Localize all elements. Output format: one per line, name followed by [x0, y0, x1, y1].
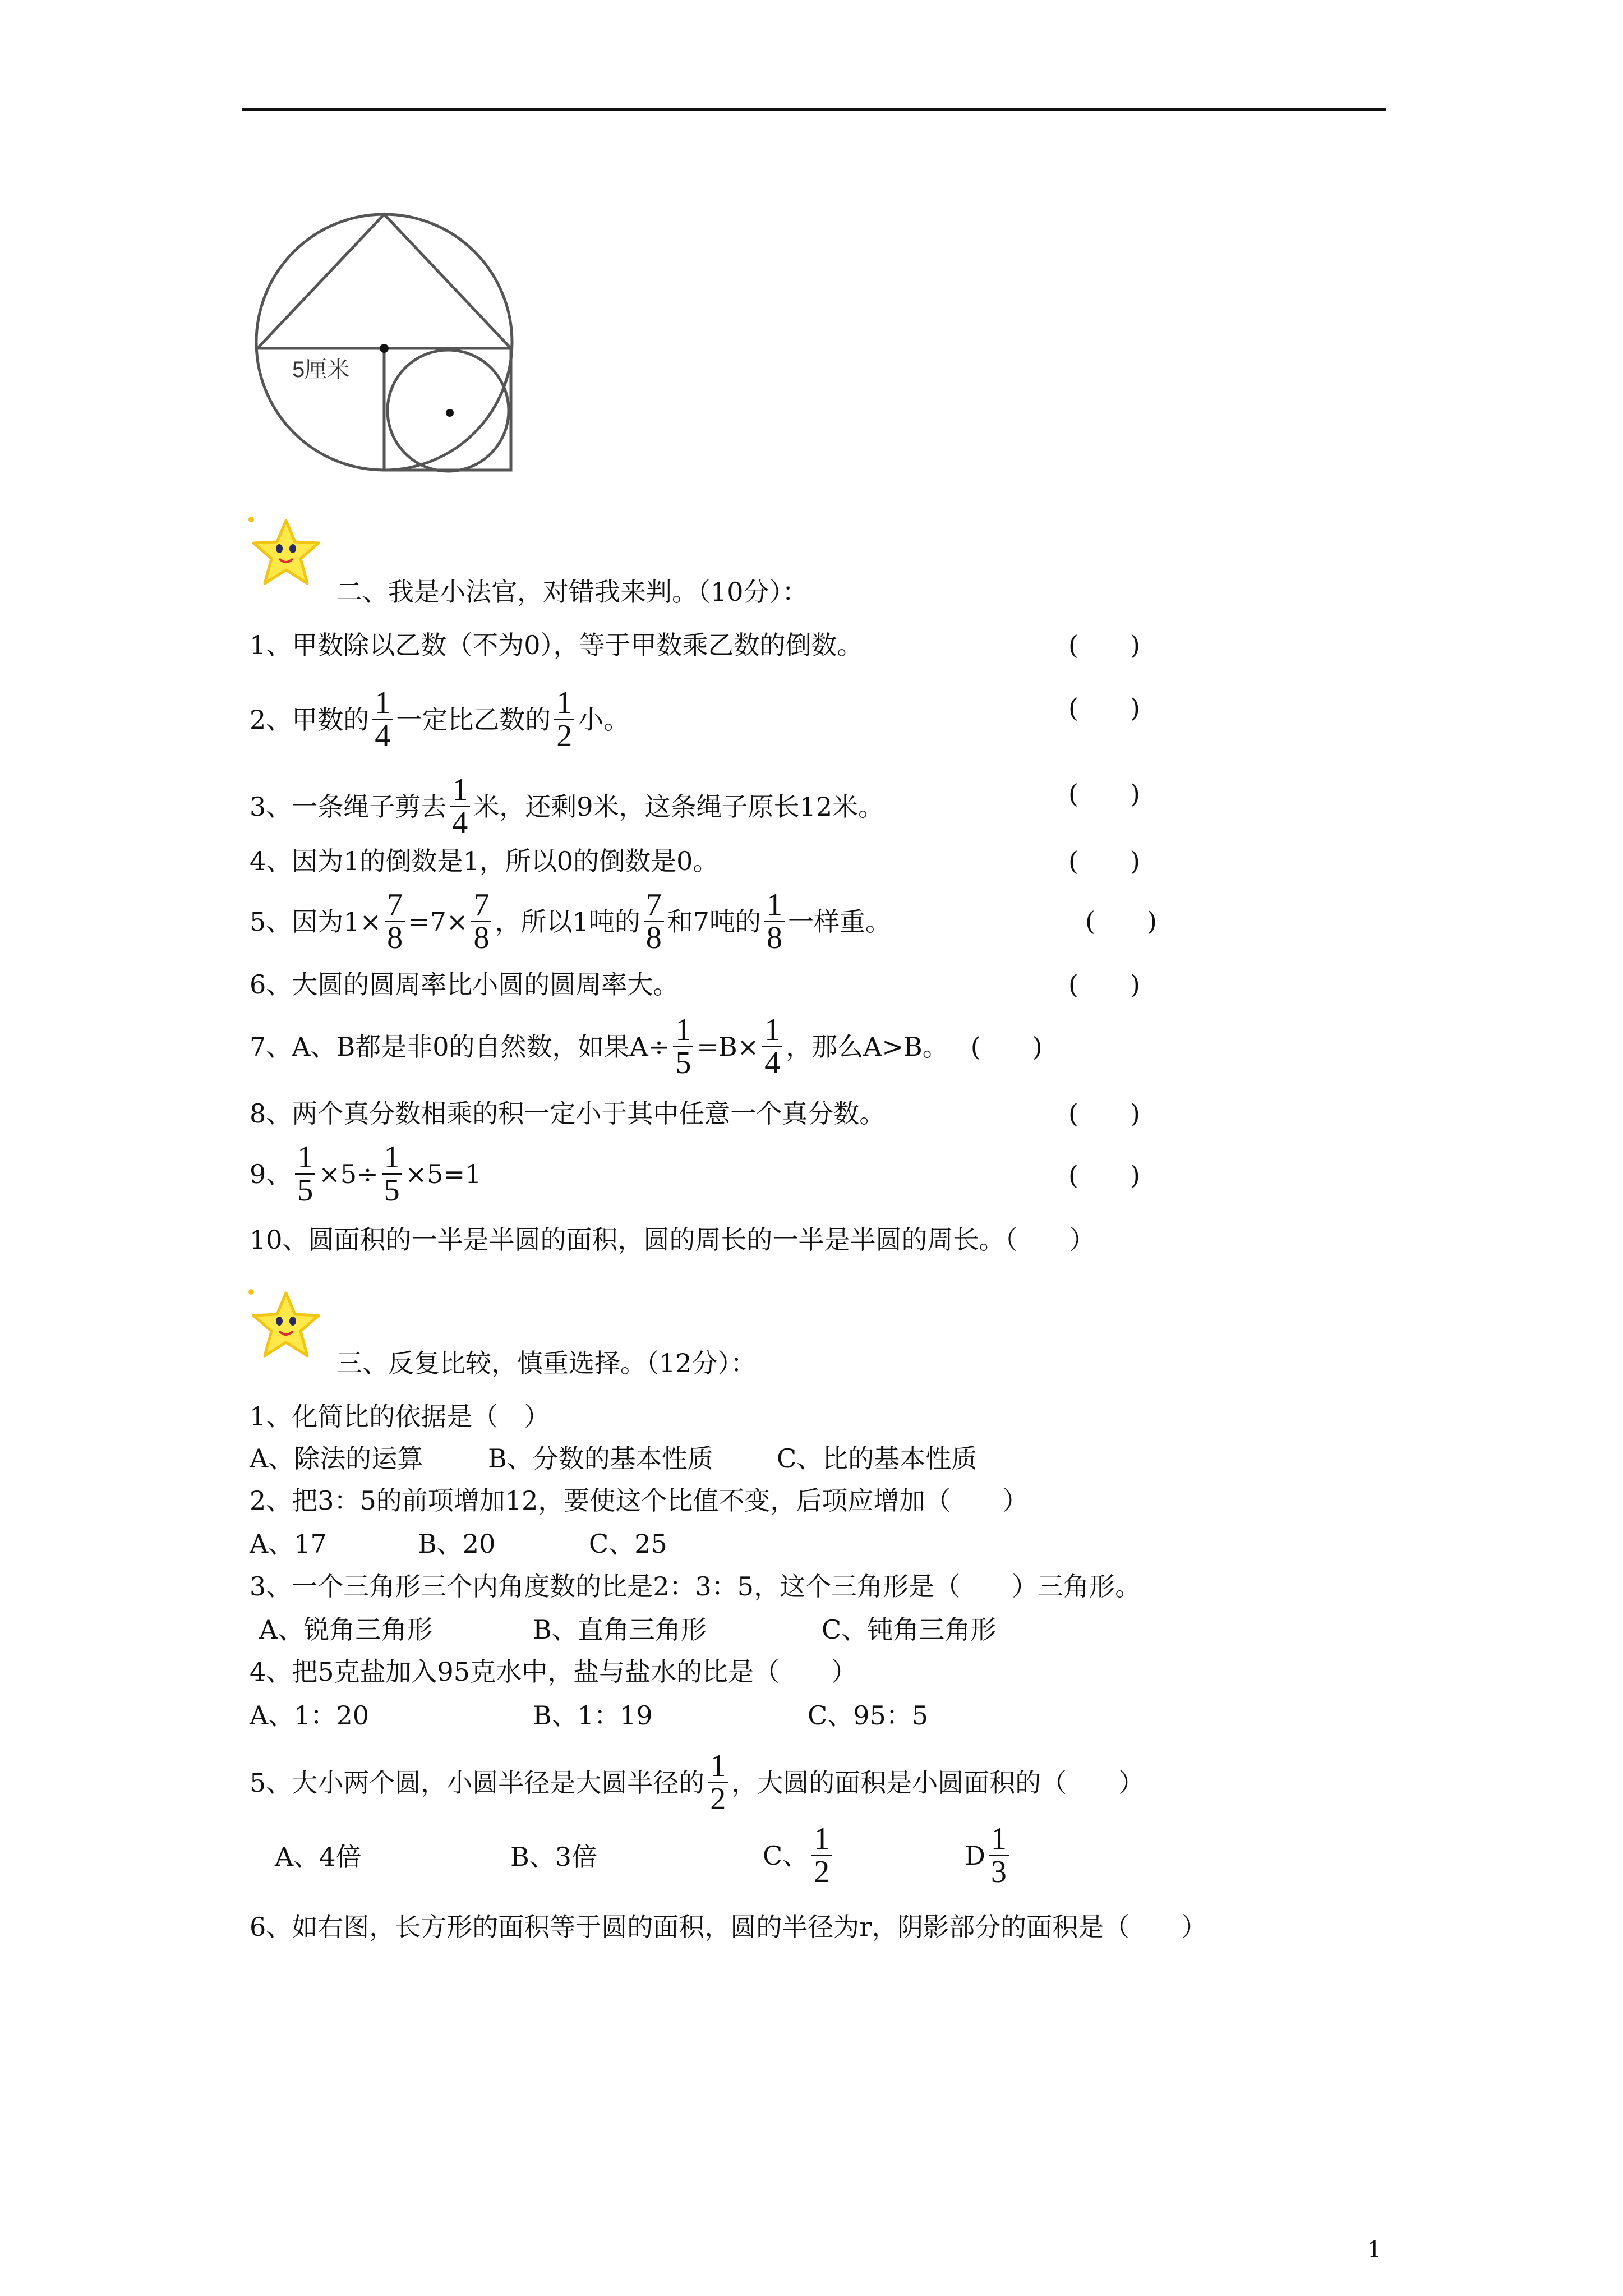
inscribed-triangle: [257, 214, 511, 348]
answer-blank-3[interactable]: ( ): [1068, 779, 1140, 809]
judge-item-8: 8、两个真分数相乘的积一定小于其中任意一个真分数。: [250, 1098, 886, 1129]
q5-option-d[interactable]: D $\frac{1}{3}$: [965, 1823, 1012, 1888]
q4-option-a[interactable]: A、1：20: [250, 1700, 370, 1731]
answer-blank-7[interactable]: ( ): [970, 1031, 1043, 1062]
fraction: $\frac{1}{5}$: [382, 1142, 402, 1206]
fraction: $\frac{7}{8}$: [385, 889, 405, 954]
fraction: $\frac{1}{8}$: [764, 889, 785, 954]
star-icon: [247, 515, 325, 593]
fraction: $\frac{1}{5}$: [673, 1014, 693, 1079]
q1-option-b[interactable]: B、分数的基本性质: [488, 1443, 713, 1474]
judge-item-4: 4、因为1的倒数是1，所以0的倒数是0。: [250, 846, 719, 876]
q4-option-c[interactable]: C、95：5: [808, 1700, 928, 1731]
judge-item-2: 2、甲数的 $\frac{1}{4}$ 一定比乙数的 $\frac{1}{2}$ 小。: [250, 685, 630, 753]
page-number: 1: [1367, 2237, 1382, 2263]
choice-q4-stem: 4、把5克盐加入95克水中，盐与盐水的比是（ ）: [250, 1657, 857, 1687]
q1-option-c[interactable]: C、比的基本性质: [777, 1443, 978, 1474]
judge-item-10: 10、圆面积的一半是半圆的面积，圆的周长的一半是半圆的周长。（ ）: [250, 1225, 1095, 1255]
q1-option-a[interactable]: A、除法的运算: [250, 1443, 423, 1474]
judge-item-3: 3、一条绳子剪去 $\frac{1}{4}$ 米，还剩9米，这条绳子原长12米。: [250, 772, 884, 840]
section2-heading: 二、我是小法官，对错我来判。（10分）：: [336, 577, 808, 607]
fraction: $\frac{1}{2}$: [708, 1750, 728, 1815]
judge-item-9: 9、 $\frac{1}{5}$ ×5÷ $\frac{1}{5}$ ×5=1: [250, 1140, 482, 1208]
q2-option-c[interactable]: C、25: [589, 1529, 667, 1559]
q5-option-b[interactable]: B、3倍: [510, 1842, 598, 1872]
answer-blank-8[interactable]: ( ): [1068, 1098, 1140, 1129]
q3-option-a[interactable]: A、锐角三角形: [259, 1614, 433, 1645]
fraction: $\frac{1}{5}$: [295, 1142, 315, 1206]
fraction: $\frac{1}{2}$: [554, 687, 574, 752]
answer-blank-2[interactable]: ( ): [1068, 693, 1140, 723]
fraction: $\frac{1}{4}$: [762, 1014, 782, 1079]
judge-item-6: 6、大圆的圆周率比小圆的圆周率大。: [250, 969, 679, 1000]
star-icon: [247, 1287, 325, 1366]
choice-q1-stem: 1、化简比的依据是（ ）: [250, 1401, 550, 1432]
fraction: $\frac{1}{3}$: [989, 1823, 1009, 1888]
fraction: $\frac{7}{8}$: [644, 889, 664, 954]
q2-option-b[interactable]: B、20: [418, 1529, 496, 1559]
judge-item-1: 1、甲数除以乙数（不为0），等于甲数乘乙数的倒数。: [250, 630, 863, 660]
answer-blank-4[interactable]: ( ): [1068, 846, 1140, 876]
answer-blank-1[interactable]: ( ): [1068, 630, 1140, 660]
q3-option-c[interactable]: C、钝角三角形: [822, 1614, 997, 1645]
figure-label: 5厘米: [292, 357, 350, 382]
fraction: $\frac{7}{8}$: [471, 889, 491, 954]
fraction: $\frac{1}{2}$: [811, 1823, 832, 1888]
section3-heading: 三、反复比较，慎重选择。（12分）：: [336, 1348, 757, 1378]
choice-q2-stem: 2、把3：5的前项增加12，要使这个比值不变，后项应增加（ ）: [250, 1485, 1029, 1516]
center-dot: [380, 344, 389, 353]
answer-blank-6[interactable]: ( ): [1068, 969, 1140, 1000]
fraction: $\frac{1}{4}$: [450, 774, 470, 839]
q5-option-a[interactable]: A、4倍: [275, 1842, 362, 1872]
choice-q5-stem: 5、大小两个圆，小圆半径是大圆半径的 $\frac{1}{2}$ ，大圆的面积是小圆面积的（ ）: [250, 1749, 1145, 1816]
choice-q3-stem: 3、一个三角形三个内角度数的比是2：3：5，这个三角形是（ ）三角形。: [250, 1571, 1141, 1602]
small-center-dot: [446, 409, 454, 417]
answer-blank-9[interactable]: ( ): [1068, 1160, 1140, 1190]
q4-option-b[interactable]: B、1：19: [533, 1700, 653, 1731]
geometry-figure: [250, 206, 530, 487]
header-rule: [242, 108, 1386, 111]
fraction: $\frac{1}{4}$: [372, 687, 393, 752]
answer-blank-5[interactable]: ( ): [1085, 906, 1157, 936]
choice-q6-stem: 6、如右图，长方形的面积等于圆的面积，圆的半径为r，阴影部分的面积是（ ）: [250, 1912, 1207, 1942]
judge-item-7: 7、A、B都是非0的自然数，如果A÷ $\frac{1}{5}$ =B× $\frac{1}{4}$ ，那么A>B。 ( ): [250, 1013, 1043, 1080]
judge-item-5: 5、因为1× $\frac{7}{8}$ =7× $\frac{7}{8}$ ，所以1吨的 $\frac{7}{8}$ 和7吨的 $\frac{1}{8}$ 一样重。: [250, 887, 891, 955]
q5-option-c[interactable]: C、 $\frac{1}{2}$: [763, 1823, 835, 1888]
q2-option-a[interactable]: A、17: [250, 1529, 327, 1559]
q3-option-b[interactable]: B、直角三角形: [533, 1614, 707, 1645]
